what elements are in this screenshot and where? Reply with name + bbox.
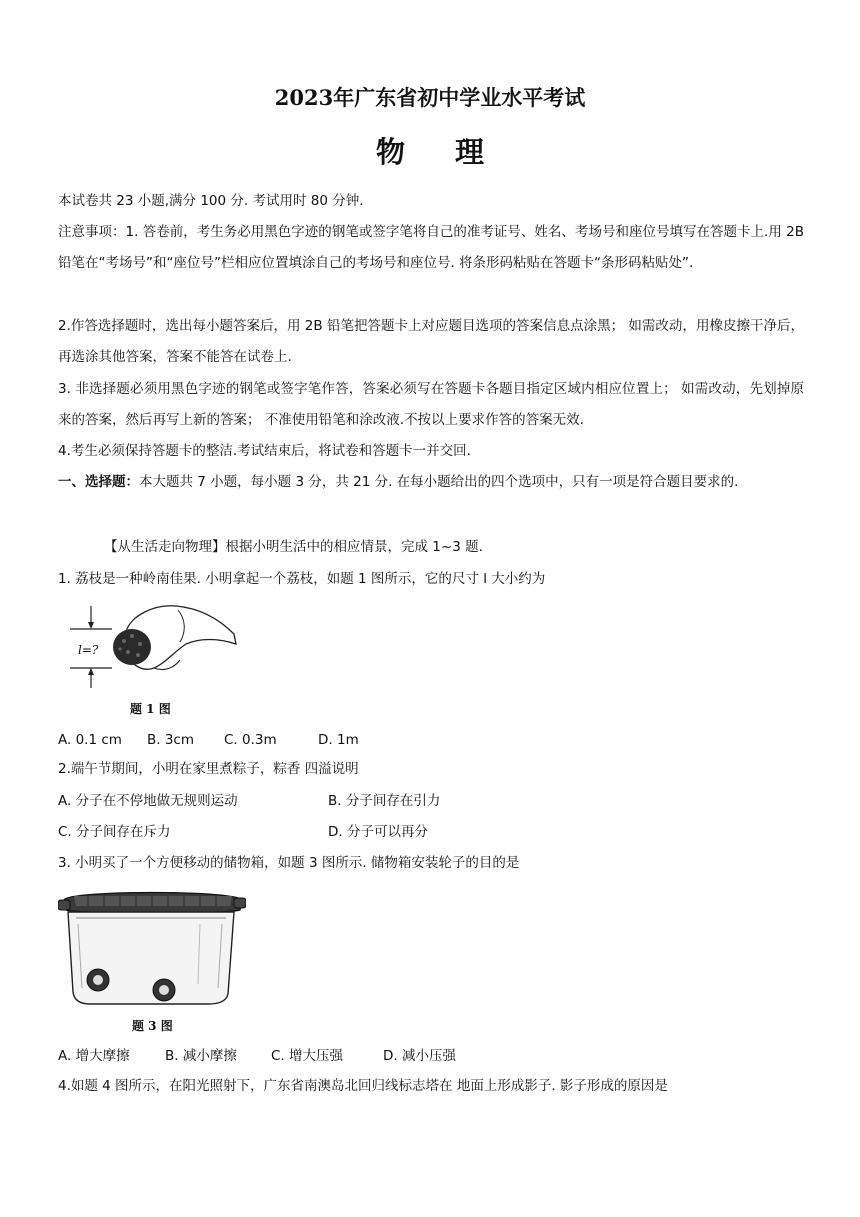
- figure-1-dimension-label: l=?: [78, 643, 99, 657]
- figure-1-caption: 题 1 图: [130, 702, 171, 716]
- q1-option-a[interactable]: A. 0.1 cm: [58, 732, 122, 748]
- context-line: 【从生活走向物理】根据小明生活中的相应情景，完成 1~3 题.: [104, 539, 483, 555]
- subject-title: 物 理: [375, 135, 505, 169]
- q1-option-c[interactable]: C. 0.3m: [224, 732, 277, 748]
- note-3: 3. 非选择题必须用黑色字迹的钢笔或签字笔作答，答案必须写在答题卡各题目指定区域内相应位置上； 如需改动，先划掉原来的答案，然后再写上新的答案； 不准使用铅笔和涂改液.不按以上要求作答的答案无效.: [58, 381, 804, 428]
- note-4: 4.考生必须保持答题卡的整洁.考试结束后，将试卷和答题卡一并交回.: [58, 443, 471, 459]
- q3-option-c[interactable]: C. 增大压强: [271, 1048, 344, 1064]
- figure-3-storage-box: [58, 884, 246, 1012]
- q3-option-b[interactable]: B. 减小摩擦: [165, 1048, 237, 1064]
- figure-3-caption: 题 3 图: [132, 1019, 173, 1033]
- question-3-stem: 3. 小明买了一个方便移动的储物箱，如题 3 图所示. 储物箱安装轮子的目的是: [58, 855, 520, 871]
- q3-option-d[interactable]: D. 减小压强: [383, 1048, 456, 1064]
- question-1-stem: 1. 荔枝是一种岭南佳果. 小明拿起一个荔枝，如题 1 图所示，它的尺寸 l 大小约为: [58, 571, 546, 587]
- section-1-intro: [58, 467, 804, 498]
- question-2-stem: 2.端午节期间，小明在家里煮粽子，粽香 四溢说明: [58, 761, 359, 777]
- section-1-text: 本大题共 7 小题，每小题 3 分，共 21 分. 在每小题给出的四个选项中，只有一项是符合题目要求的.: [139, 474, 739, 490]
- exam-intro: 本试卷共 23 小题,满分 100 分. 考试用时 80 分钟.: [58, 193, 364, 209]
- section-1-heading: 一、选择题：: [58, 474, 139, 490]
- question-4-stem: 4.如题 4 图所示，在阳光照射下，广东省南澳岛北回归线标志塔在 地面上形成影子. 影子形成的原因是: [58, 1078, 668, 1094]
- q2-option-a[interactable]: A. 分子在不停地做无规则运动: [58, 793, 238, 809]
- note-1: 注意事项：1. 答卷前，考生务必用黑色字迹的钢笔或签字笔将自己的准考证号、姓名、考场号和座位号填写在答题卡上.用 2B 铅笔在“考场号”和“座位号”栏相应位置填涂自己的考场号和座位号. 将条形码粘贴在答题卡“条形码粘贴处”.: [58, 224, 804, 271]
- note-2: 2.作答选择题时，选出每小题答案后，用 2B 铅笔把答题卡上对应题目选项的答案信息点涂黑； 如需改动，用橡皮擦干净后，再选涂其他答案，答案不能答在试卷上.: [58, 318, 804, 365]
- q2-option-d[interactable]: D. 分子可以再分: [328, 824, 428, 840]
- exam-title: 2023年广东省初中学业水平考试: [274, 85, 586, 110]
- q1-option-d[interactable]: D. 1m: [318, 732, 359, 748]
- q3-option-a[interactable]: A. 增大摩擦: [58, 1048, 130, 1064]
- q2-option-b[interactable]: B. 分子间存在引力: [328, 793, 441, 809]
- q1-option-b[interactable]: B. 3cm: [147, 732, 195, 748]
- q2-option-c[interactable]: C. 分子间存在斥力: [58, 824, 171, 840]
